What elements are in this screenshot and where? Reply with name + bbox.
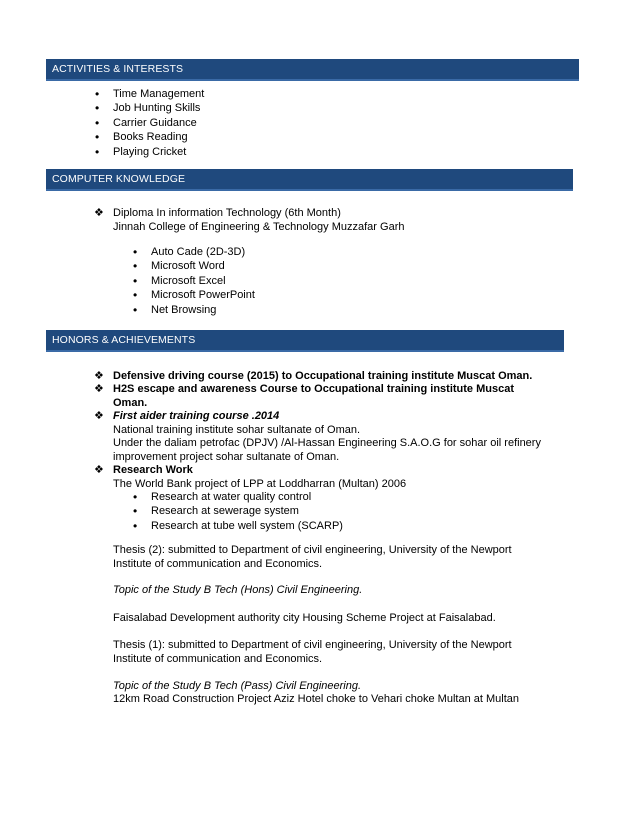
- activities-heading: ACTIVITIES & INTERESTS: [46, 59, 579, 81]
- diamond-bullet-icon: ❖: [94, 383, 104, 395]
- list-item: • Research at tube well system (SCARP): [131, 519, 343, 533]
- thesis-2: Thesis (2): submitted to Department of civil engineering, University of the Newport Institute of communication and Economics.: [113, 544, 512, 570]
- list-item: • Research at water quality control: [131, 490, 343, 504]
- list-item: • Job Hunting Skills: [93, 101, 204, 115]
- research-entry: ❖ Research Work The World Bank project of LPP at Loddharran (Multan) 2006: [94, 464, 407, 490]
- first-aider-entry: ❖ First aider training course .2014 National training institute sohar sultanate of Oman. Under the daliam petrofac (DPJV) /Al-Hassan Engineering S.A.O.G for sohar oil refinery improvement project sohar sultanate of Oman.: [94, 410, 541, 463]
- list-item: • Net Browsing: [131, 303, 255, 317]
- list-item: • Carrier Guidance: [93, 116, 204, 130]
- college-name: Jinnah College of Engineering & Technology Muzzafar Garh: [113, 220, 405, 233]
- topic-hons: Topic of the Study B Tech (Hons) Civil Engineering.: [113, 584, 363, 596]
- topic-pass: Topic of the Study B Tech (Pass) Civil Engineering.: [113, 680, 362, 692]
- diamond-bullet-icon: ❖: [94, 207, 104, 219]
- list-item: • Microsoft Word: [131, 259, 255, 273]
- list-item: • Research at sewerage system: [131, 504, 343, 518]
- diploma-title: Diploma In information Technology (6th Month): [113, 207, 341, 219]
- h2s-entry: ❖ H2S escape and awareness Course to Occupational training institute Muscat Oman.: [94, 383, 514, 409]
- diploma-entry: [94, 207, 404, 234]
- list-item: • Time Management: [93, 87, 204, 101]
- thesis-1: Thesis (1): submitted to Department of civil engineering, University of the Newport Institute of communication and Economics.: [113, 639, 512, 665]
- list-item: • Playing Cricket: [93, 145, 204, 159]
- activities-list: [93, 87, 204, 159]
- defensive-driving-entry: ❖ Defensive driving course (2015) to Occupational training institute Muscat Oman.: [94, 370, 533, 382]
- honors-heading: HONORS & ACHIEVEMENTS: [46, 330, 564, 352]
- list-item: • Microsoft Excel: [131, 274, 255, 288]
- computer-heading: COMPUTER KNOWLEDGE: [46, 169, 573, 191]
- list-item: • Books Reading: [93, 130, 204, 144]
- list-item: • Microsoft PowerPoint: [131, 288, 255, 302]
- diamond-bullet-icon: ❖: [94, 370, 104, 382]
- diamond-bullet-icon: ❖: [94, 464, 104, 476]
- faisalabad-project: Faisalabad Development authority city Housing Scheme Project at Faisalabad.: [113, 612, 496, 624]
- research-list: [131, 490, 343, 533]
- computer-skills-list: [131, 245, 255, 317]
- list-item: • Auto Cade (2D-3D): [131, 245, 255, 259]
- diamond-bullet-icon: ❖: [94, 410, 104, 422]
- road-project: 12km Road Construction Project Aziz Hotel choke to Vehari choke Multan at Multan: [113, 693, 519, 705]
